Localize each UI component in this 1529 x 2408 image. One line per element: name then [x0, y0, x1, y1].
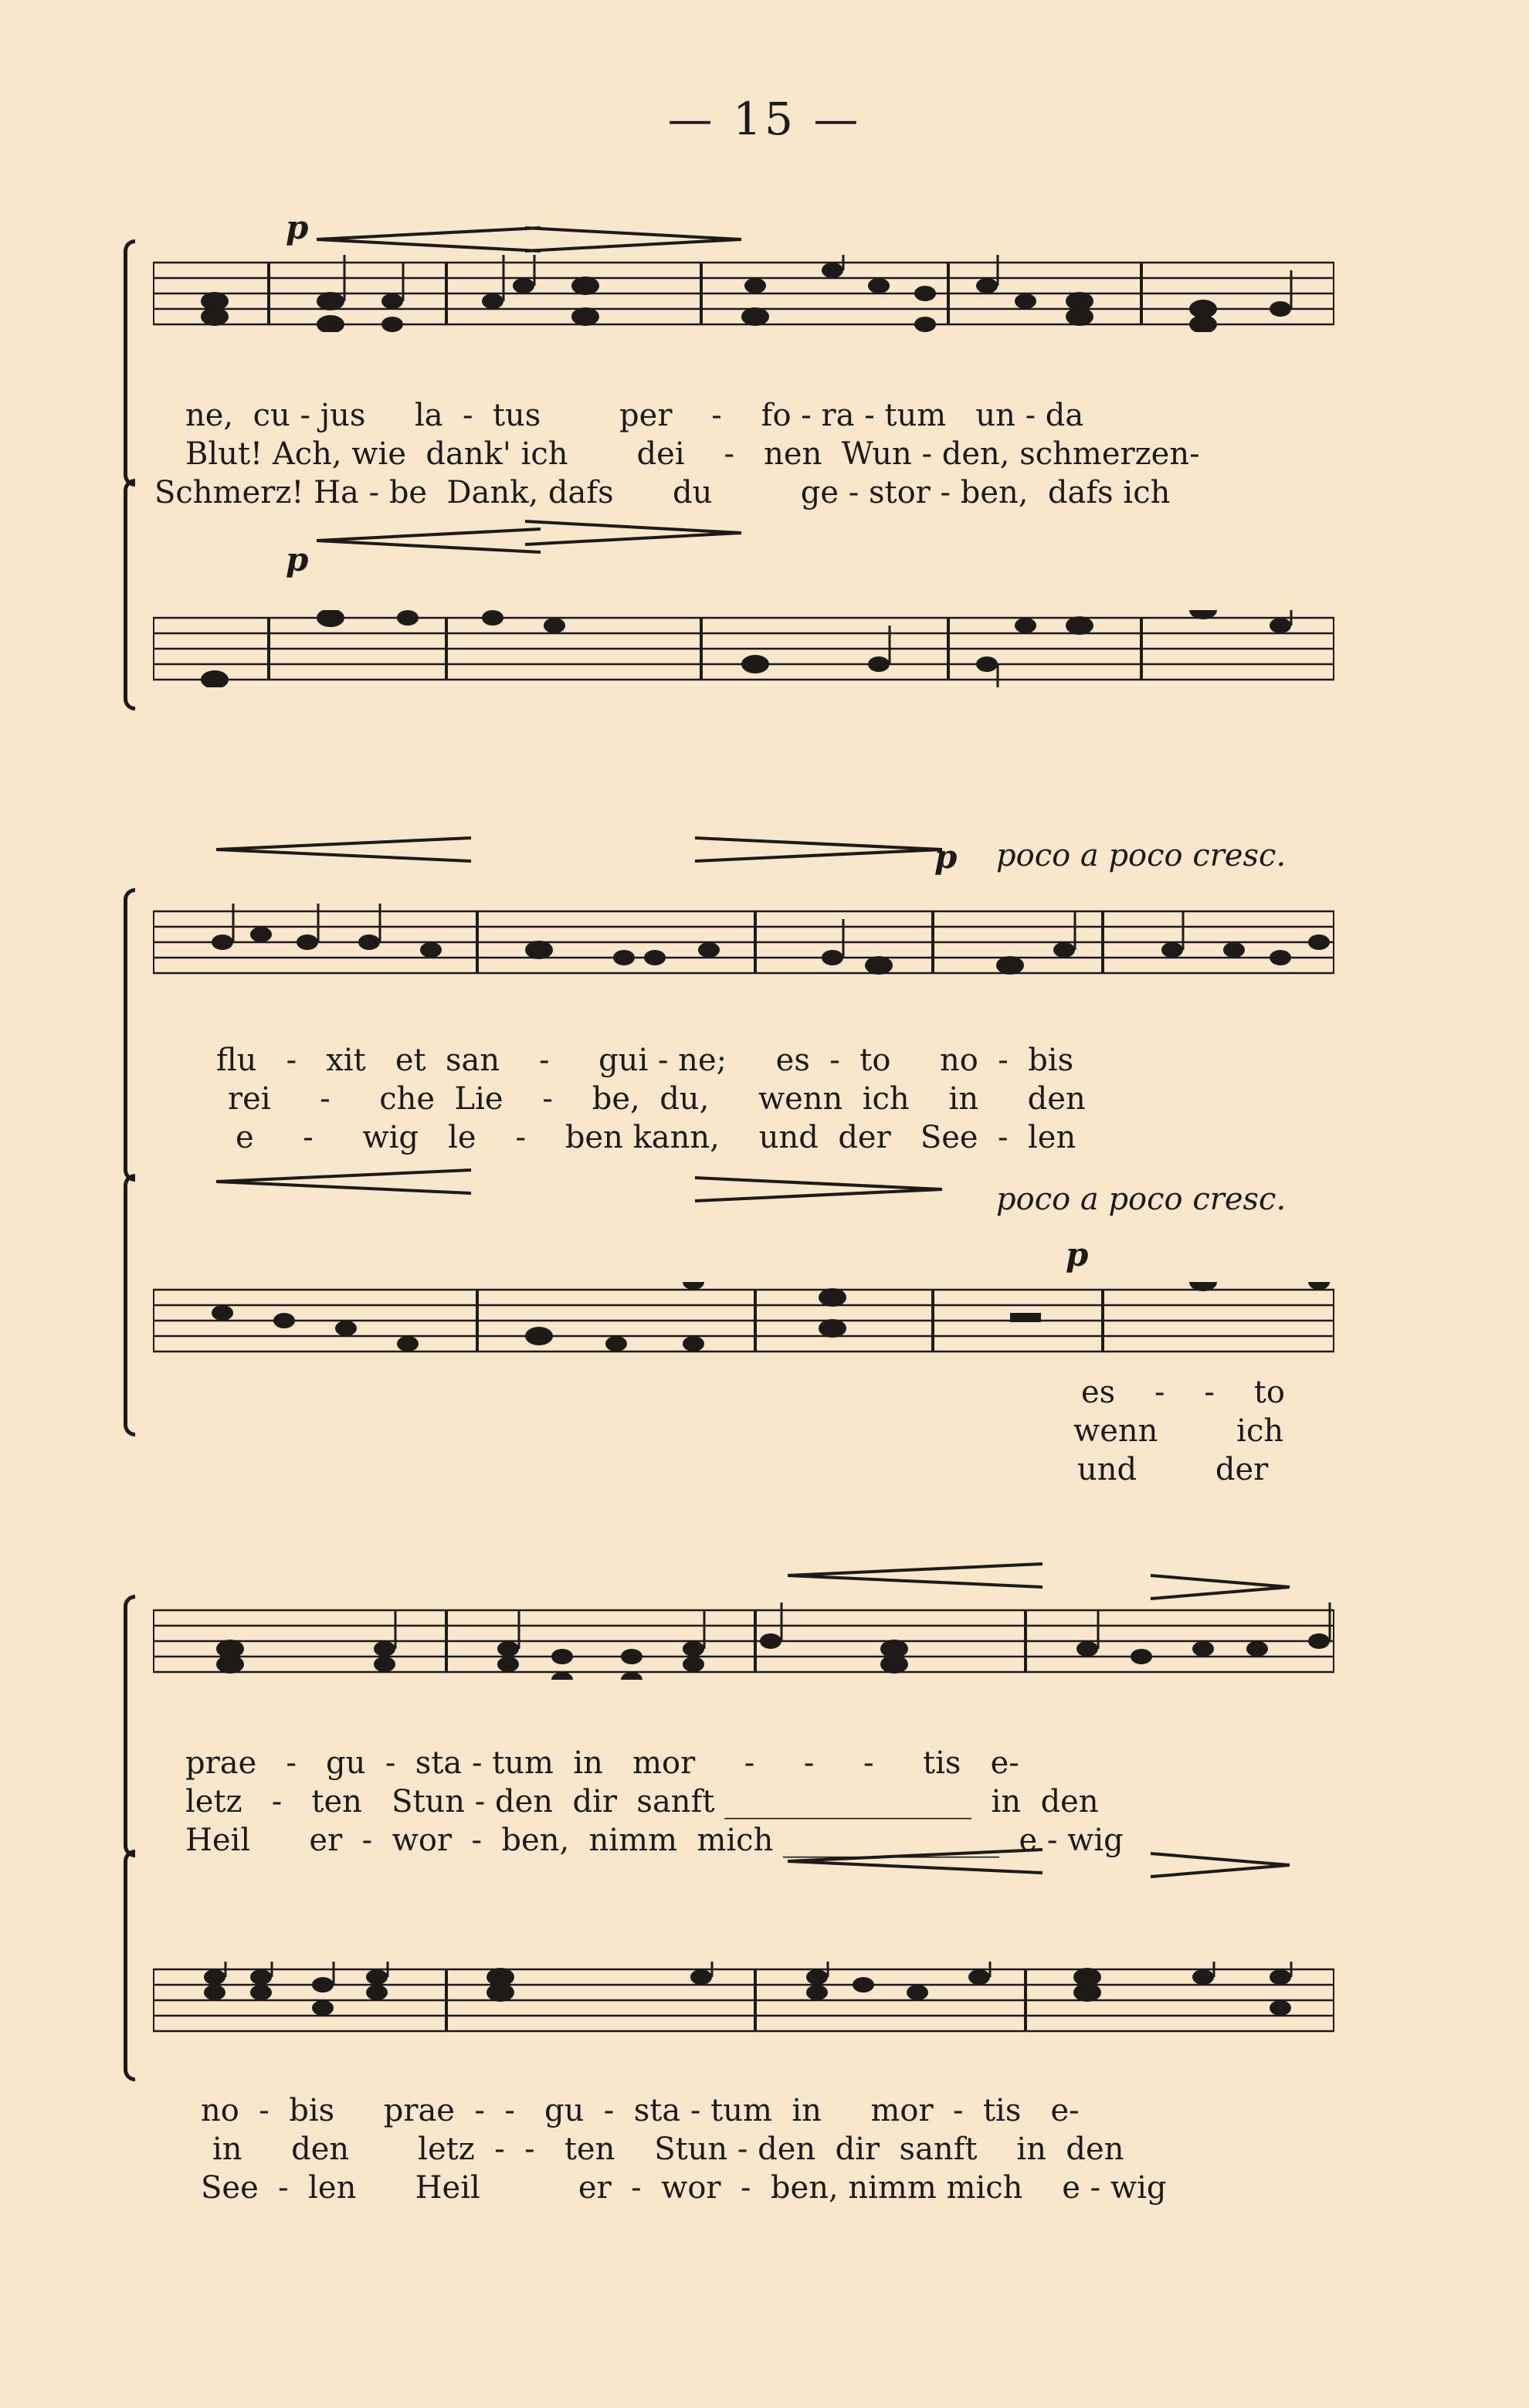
crescendo-hairpin: [788, 1846, 1050, 1877]
page-number: — 15 —: [667, 93, 862, 145]
brace-lower: [124, 1850, 135, 2081]
expression-marking: poco a poco cresc.: [996, 1182, 1287, 1217]
music-system-2: [116, 834, 1336, 1506]
crescendo-hairpin: [216, 1166, 479, 1197]
lyric-line: Blut! Ach, wie dank' ich dei - nen Wun - den, schmerzen-: [185, 436, 1200, 472]
decrescendo-hairpin: [1143, 1572, 1297, 1603]
staff-lower: [153, 1282, 1334, 1359]
staff-upper: [153, 904, 1334, 981]
brace-lower: [124, 479, 135, 711]
staff-upper: [153, 255, 1334, 332]
lyric-line: e - wig le - ben kann, und der See - len: [236, 1120, 1076, 1155]
lyric-line: in den letz - - ten Stun - den dir sanft in den: [212, 2132, 1124, 2167]
expression-marking: poco a poco cresc.: [996, 838, 1287, 873]
brace-upper: [124, 888, 135, 1182]
dynamic-marking: p: [286, 541, 309, 578]
dynamic-marking: p: [286, 209, 309, 246]
decrescendo-hairpin: [1143, 1850, 1297, 1881]
lyric-line: Heil er - wor - ben, nimm mich ______________ e - wig: [185, 1823, 1124, 1858]
music-system-3: [116, 1560, 1336, 2232]
brace-upper: [124, 1595, 135, 1857]
lyric-line: letz - ten Stun - den dir sanft ________________ in den: [185, 1784, 1099, 1820]
music-system-1: [116, 209, 1336, 711]
lyric-line: Schmerz! Ha - be Dank, dafs du ge - stor - ben, dafs ich: [154, 475, 1171, 510]
lyric-line: flu - xit et san - gui - ne; es - to no - bis: [216, 1043, 1074, 1078]
decrescendo-hairpin: [517, 224, 749, 255]
lyric-line: und der: [1077, 1452, 1269, 1487]
decrescendo-hairpin: [517, 517, 749, 548]
lyric-line: ne, cu - jus la - tus per - fo - ra - tum un - da: [185, 398, 1084, 433]
decrescendo-hairpin: [687, 834, 950, 865]
lyric-line: See - len Heil er - wor - ben, nimm mich e - wig: [201, 2170, 1167, 2206]
dynamic-marking: p: [934, 838, 958, 876]
staff-upper: [153, 1603, 1334, 1680]
decrescendo-hairpin: [687, 1174, 950, 1205]
dynamic-marking: p: [1066, 1236, 1089, 1274]
crescendo-hairpin: [788, 1560, 1050, 1591]
crescendo-hairpin: [317, 224, 548, 255]
brace-lower: [124, 1174, 135, 1436]
staff-lower: [153, 610, 1334, 687]
crescendo-hairpin: [216, 834, 479, 865]
lyric-line: rei - che Lie - be, du, wenn ich in den: [228, 1081, 1086, 1117]
lyric-line: no - bis prae - - gu - sta - tum in mor - tis e-: [201, 2093, 1080, 2128]
lyric-line: prae - gu - sta - tum in mor - - - tis e-: [185, 1745, 1019, 1781]
staff-lower: [153, 1962, 1334, 2039]
crescendo-hairpin: [317, 525, 548, 556]
lyric-line: wenn ich: [1073, 1413, 1284, 1449]
brace-upper: [124, 239, 135, 487]
lyric-line: es - - to: [1081, 1375, 1285, 1410]
